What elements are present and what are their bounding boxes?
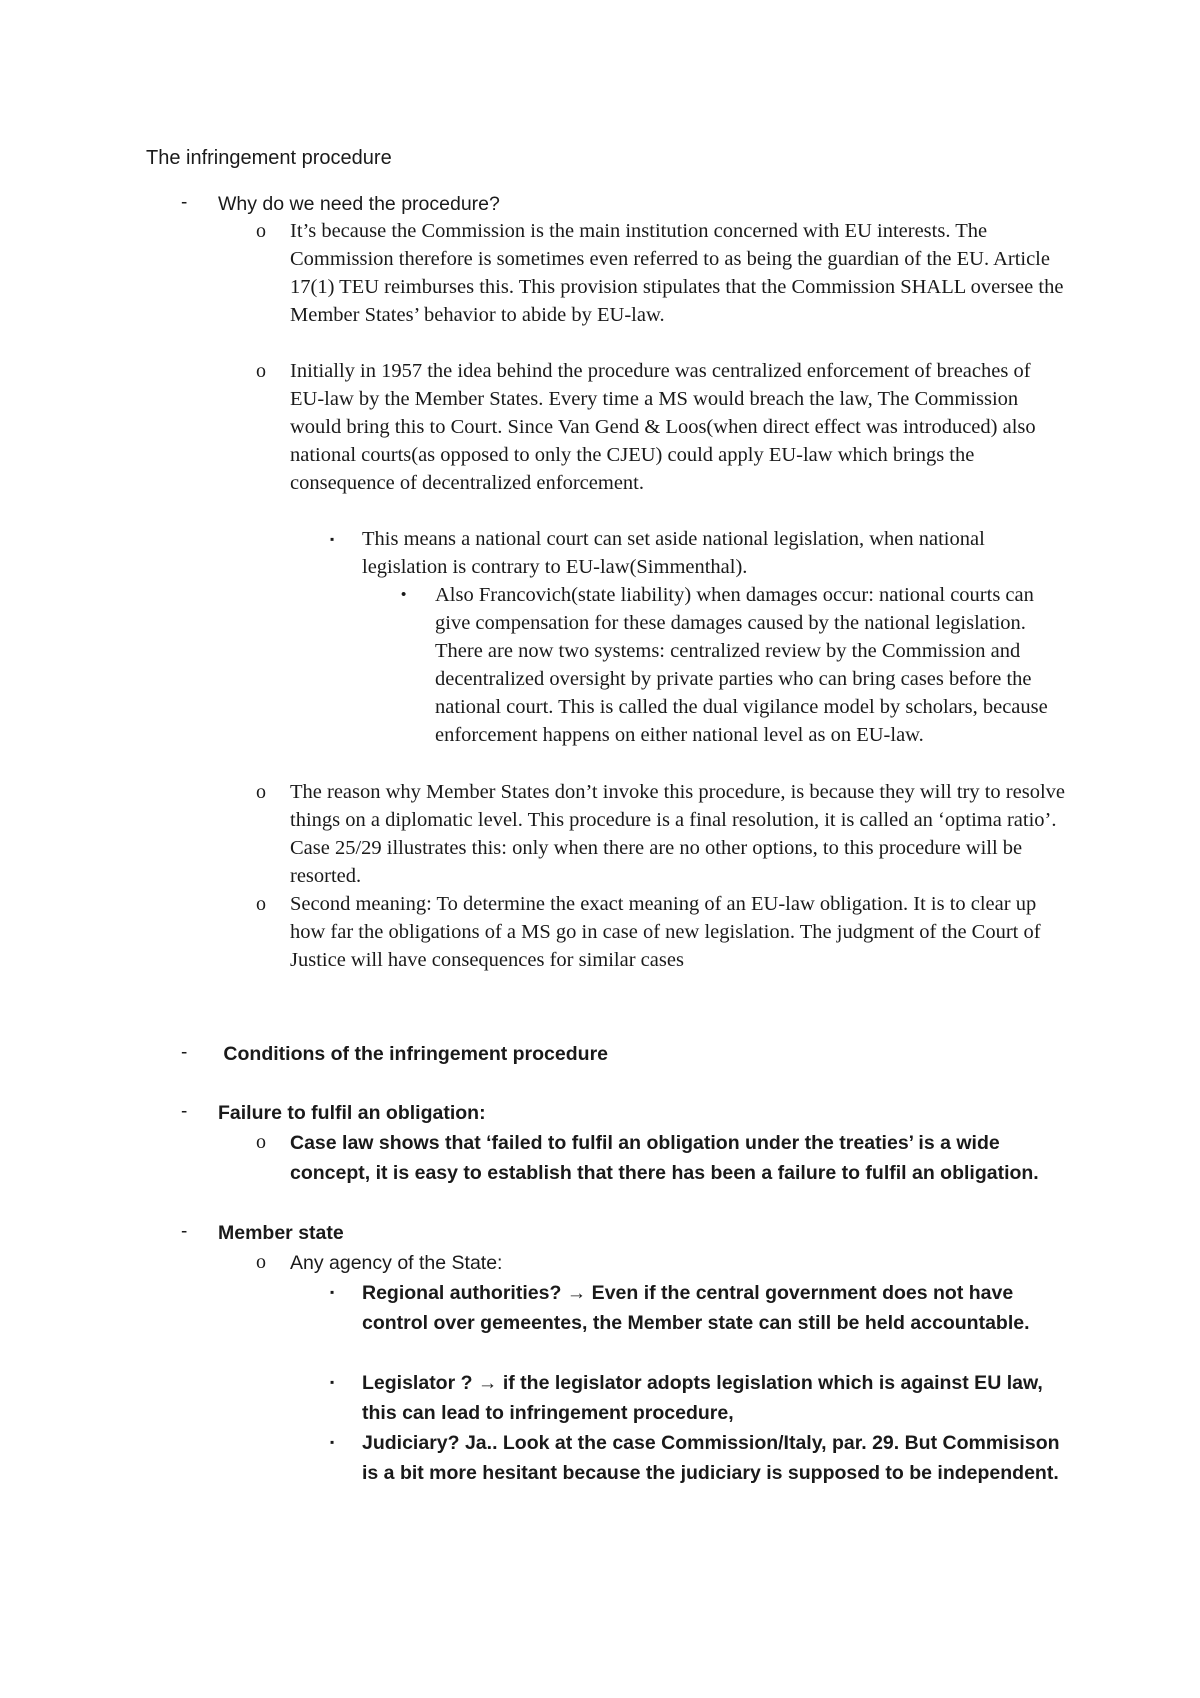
document-title: The infringement procedure bbox=[146, 147, 392, 169]
square-marker: ▪ bbox=[330, 532, 335, 546]
list-item bbox=[218, 1128, 1066, 1188]
paragraph: Any agency of the State: bbox=[290, 1252, 503, 1274]
list-item bbox=[218, 1248, 1066, 1278]
list-item bbox=[146, 1218, 1066, 1248]
paragraph: The reason why Member States don’t invoke this procedure, is because they will try to resolve things on a diplomatic level. This procedure is a final resolution, it is called an ‘optima ratio’. Case 25/29 illustrates this: only when there are no other options, to this procedure will be resorted. bbox=[290, 781, 1066, 887]
list-item bbox=[363, 581, 1066, 749]
square-marker: ▪ bbox=[330, 1285, 335, 1299]
list-item bbox=[146, 1039, 1066, 1069]
circle-marker: o bbox=[256, 220, 266, 242]
circle-marker: o bbox=[256, 893, 266, 915]
circle-marker: o bbox=[256, 1131, 266, 1153]
list-item bbox=[146, 189, 1066, 219]
list-item bbox=[218, 778, 1066, 890]
list-item bbox=[290, 1278, 1066, 1338]
list-item bbox=[290, 1428, 1066, 1488]
paragraph: Legislator ? → if the legislator adopts legislation which is against EU law, this can lead to infringement procedure, bbox=[362, 1372, 1043, 1424]
list-item bbox=[218, 890, 1066, 974]
paragraph: Case law shows that ‘failed to fulfil an obligation under the treaties’ is a wide concept, it is easy to establish that there has been a failure to fulfil an obligation. bbox=[290, 1132, 1039, 1184]
square-marker: ▪ bbox=[330, 1435, 335, 1449]
circle-marker: o bbox=[256, 360, 266, 382]
section-heading: Why do we need the procedure? bbox=[218, 193, 500, 215]
dash-marker: - bbox=[181, 1042, 188, 1063]
dash-marker: - bbox=[181, 1101, 188, 1122]
paragraph: Also Francovich(state liability) when damages occur: national courts can give compensation for these damages caused by the national legislation. There are now two systems: centralized review by the Commission and decentralized oversight by private parties who can bring cases before the national court. This is called the dual vigilance model by scholars, because enforcement happens on either national level as on EU-law. bbox=[435, 584, 1048, 746]
circle-marker: o bbox=[256, 1251, 266, 1273]
square-marker: ▪ bbox=[330, 1375, 335, 1389]
list-item bbox=[218, 357, 1066, 497]
list-item bbox=[146, 1098, 1066, 1128]
section-heading: Conditions of the infringement procedure bbox=[218, 1043, 608, 1065]
list-item bbox=[218, 217, 1066, 329]
paragraph: Second meaning: To determine the exact meaning of an EU-law obligation. It is to clear up how far the obligations of a MS go in case of new legislation. The judgment of the Court of Justice will have consequences for similar cases bbox=[290, 893, 1041, 971]
circle-marker: o bbox=[256, 781, 266, 803]
bullet-marker: • bbox=[401, 586, 407, 603]
list-item bbox=[290, 1368, 1066, 1428]
list-item bbox=[290, 525, 1066, 581]
paragraph: It’s because the Commission is the main institution concerned with EU interests. The Commission therefore is sometimes even referred to as being the guardian of the EU. Article 17(1) TEU reimburses this. This provision stipulates that the Commission SHALL oversee the Member States’ behavior to abide by EU-law. bbox=[290, 220, 1064, 326]
paragraph: Judiciary? Ja.. Look at the case Commission/Italy, par. 29. But Commisison is a bit more hesitant because the judiciary is supposed to be independent. bbox=[362, 1432, 1060, 1484]
paragraph: This means a national court can set aside national legislation, when national legislation is contrary to EU-law(Simmenthal). bbox=[362, 528, 985, 578]
section-heading: Failure to fulfil an obligation: bbox=[218, 1102, 486, 1124]
dash-marker: - bbox=[181, 192, 188, 213]
section-heading: Member state bbox=[218, 1222, 344, 1244]
paragraph: Initially in 1957 the idea behind the procedure was centralized enforcement of breaches of EU-law by the Member States. Every time a MS would breach the law, The Commission would bring this to Court. Since Van Gend & Loos(when direct effect was introduced) also national courts(as opposed to only the CJEU) could apply EU-law which brings the consequence of decentralized enforcement. bbox=[290, 360, 1036, 494]
dash-marker: - bbox=[181, 1221, 188, 1242]
paragraph: Regional authorities? → Even if the central government does not have control over gemeentes, the Member state can still be held accountable. bbox=[362, 1282, 1030, 1334]
